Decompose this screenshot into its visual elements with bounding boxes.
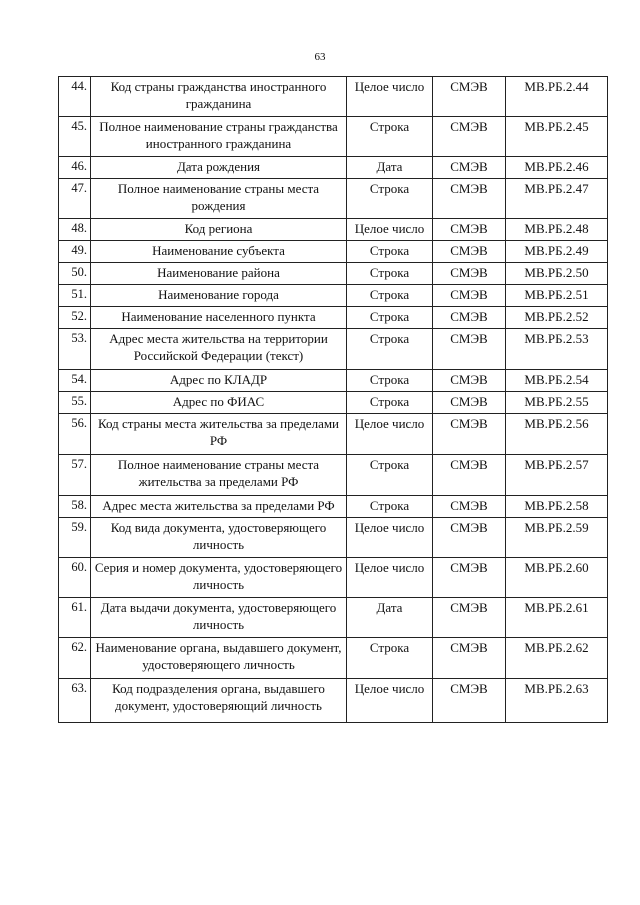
field-name-cell: Код страны гражданства иностранного гражданина xyxy=(91,77,347,117)
table-row xyxy=(59,518,608,558)
table-row xyxy=(59,263,608,285)
field-type-cell: Целое число xyxy=(347,77,433,117)
table-row xyxy=(59,558,608,598)
row-number-cell: 47. xyxy=(59,179,91,219)
field-name-cell: Адрес по КЛАДР xyxy=(91,370,347,392)
field-source-cell: СМЭВ xyxy=(433,638,506,679)
field-name-cell: Полное наименование страны места рождения xyxy=(91,179,347,219)
field-source-cell: СМЭВ xyxy=(433,370,506,392)
field-code-cell: МВ.РБ.2.53 xyxy=(506,329,608,370)
table-row xyxy=(59,219,608,241)
field-type-cell: Целое число xyxy=(347,679,433,723)
field-type-cell: Целое число xyxy=(347,414,433,455)
field-name-cell: Дата рождения xyxy=(91,157,347,179)
field-source-cell: СМЭВ xyxy=(433,558,506,598)
field-source-cell: СМЭВ xyxy=(433,219,506,241)
field-source-cell: СМЭВ xyxy=(433,307,506,329)
field-type-cell: Строка xyxy=(347,496,433,518)
table-row xyxy=(59,179,608,219)
field-type-cell: Строка xyxy=(347,263,433,285)
field-code-cell: МВ.РБ.2.58 xyxy=(506,496,608,518)
field-type-cell: Строка xyxy=(347,307,433,329)
field-type-cell: Строка xyxy=(347,370,433,392)
field-source-cell: СМЭВ xyxy=(433,241,506,263)
field-source-cell: СМЭВ xyxy=(433,679,506,723)
field-type-cell: Целое число xyxy=(347,219,433,241)
field-code-cell: МВ.РБ.2.47 xyxy=(506,179,608,219)
field-name-cell: Наименование субъекта xyxy=(91,241,347,263)
field-code-cell: МВ.РБ.2.52 xyxy=(506,307,608,329)
field-name-cell: Код подразделения органа, выдавшего документ, удостоверяющий личность xyxy=(91,679,347,723)
field-source-cell: СМЭВ xyxy=(433,157,506,179)
field-source-cell: СМЭВ xyxy=(433,179,506,219)
row-number-cell: 58. xyxy=(59,496,91,518)
field-code-cell: МВ.РБ.2.57 xyxy=(506,455,608,496)
row-number-cell: 48. xyxy=(59,219,91,241)
table-row xyxy=(59,679,608,723)
field-name-cell: Наименование города xyxy=(91,285,347,307)
field-source-cell: СМЭВ xyxy=(433,598,506,638)
field-name-cell: Наименование района xyxy=(91,263,347,285)
field-code-cell: МВ.РБ.2.61 xyxy=(506,598,608,638)
field-code-cell: МВ.РБ.2.49 xyxy=(506,241,608,263)
field-code-cell: МВ.РБ.2.60 xyxy=(506,558,608,598)
field-code-cell: МВ.РБ.2.45 xyxy=(506,117,608,157)
page-number: 63 xyxy=(314,51,326,63)
field-name-cell: Адрес места жительства за пределами РФ xyxy=(91,496,347,518)
field-type-cell: Строка xyxy=(347,179,433,219)
data-table xyxy=(58,76,608,723)
table-row xyxy=(59,638,608,679)
row-number-cell: 59. xyxy=(59,518,91,558)
row-number-cell: 60. xyxy=(59,558,91,598)
table-row xyxy=(59,157,608,179)
field-code-cell: МВ.РБ.2.59 xyxy=(506,518,608,558)
field-name-cell: Полное наименование страны гражданства иностранного гражданина xyxy=(91,117,347,157)
field-source-cell: СМЭВ xyxy=(433,263,506,285)
field-type-cell: Строка xyxy=(347,241,433,263)
field-type-cell: Строка xyxy=(347,329,433,370)
row-number-cell: 57. xyxy=(59,455,91,496)
field-type-cell: Дата xyxy=(347,157,433,179)
table-row xyxy=(59,285,608,307)
field-name-cell: Полное наименование страны места жительства за пределами РФ xyxy=(91,455,347,496)
row-number-cell: 49. xyxy=(59,241,91,263)
field-type-cell: Строка xyxy=(347,392,433,414)
field-name-cell: Наименование органа, выдавшего документ, удостоверяющего личность xyxy=(91,638,347,679)
field-source-cell: СМЭВ xyxy=(433,117,506,157)
row-number-cell: 51. xyxy=(59,285,91,307)
field-code-cell: МВ.РБ.2.51 xyxy=(506,285,608,307)
field-source-cell: СМЭВ xyxy=(433,285,506,307)
field-source-cell: СМЭВ xyxy=(433,455,506,496)
row-number-cell: 44. xyxy=(59,77,91,117)
field-source-cell: СМЭВ xyxy=(433,414,506,455)
table-row xyxy=(59,496,608,518)
field-source-cell: СМЭВ xyxy=(433,496,506,518)
table-row xyxy=(59,370,608,392)
field-type-cell: Строка xyxy=(347,285,433,307)
row-number-cell: 55. xyxy=(59,392,91,414)
row-number-cell: 50. xyxy=(59,263,91,285)
table-body xyxy=(59,77,608,723)
field-name-cell: Дата выдачи документа, удостоверяющего личность xyxy=(91,598,347,638)
field-type-cell: Целое число xyxy=(347,558,433,598)
field-code-cell: МВ.РБ.2.55 xyxy=(506,392,608,414)
table-row xyxy=(59,77,608,117)
field-type-cell: Целое число xyxy=(347,518,433,558)
field-code-cell: МВ.РБ.2.63 xyxy=(506,679,608,723)
field-type-cell: Строка xyxy=(347,117,433,157)
field-name-cell: Адрес по ФИАС xyxy=(91,392,347,414)
field-code-cell: МВ.РБ.2.50 xyxy=(506,263,608,285)
field-code-cell: МВ.РБ.2.56 xyxy=(506,414,608,455)
field-name-cell: Серия и номер документа, удостоверяющего личность xyxy=(91,558,347,598)
table-row xyxy=(59,307,608,329)
field-type-cell: Дата xyxy=(347,598,433,638)
field-source-cell: СМЭВ xyxy=(433,329,506,370)
field-code-cell: МВ.РБ.2.44 xyxy=(506,77,608,117)
field-type-cell: Строка xyxy=(347,455,433,496)
row-number-cell: 62. xyxy=(59,638,91,679)
table-row xyxy=(59,414,608,455)
field-code-cell: МВ.РБ.2.54 xyxy=(506,370,608,392)
table-row xyxy=(59,241,608,263)
field-name-cell: Код региона xyxy=(91,219,347,241)
row-number-cell: 53. xyxy=(59,329,91,370)
row-number-cell: 52. xyxy=(59,307,91,329)
row-number-cell: 61. xyxy=(59,598,91,638)
field-name-cell: Наименование населенного пункта xyxy=(91,307,347,329)
field-source-cell: СМЭВ xyxy=(433,392,506,414)
table-row xyxy=(59,598,608,638)
table-row xyxy=(59,329,608,370)
row-number-cell: 56. xyxy=(59,414,91,455)
table-row xyxy=(59,392,608,414)
field-code-cell: МВ.РБ.2.46 xyxy=(506,157,608,179)
field-source-cell: СМЭВ xyxy=(433,518,506,558)
table-row xyxy=(59,455,608,496)
field-name-cell: Адрес места жительства на территории Российской Федерации (текст) xyxy=(91,329,347,370)
row-number-cell: 54. xyxy=(59,370,91,392)
field-code-cell: МВ.РБ.2.48 xyxy=(506,219,608,241)
table-row xyxy=(59,117,608,157)
field-source-cell: СМЭВ xyxy=(433,77,506,117)
row-number-cell: 63. xyxy=(59,679,91,723)
field-name-cell: Код вида документа, удостоверяющего личность xyxy=(91,518,347,558)
field-type-cell: Строка xyxy=(347,638,433,679)
row-number-cell: 45. xyxy=(59,117,91,157)
field-name-cell: Код страны места жительства за пределами РФ xyxy=(91,414,347,455)
field-code-cell: МВ.РБ.2.62 xyxy=(506,638,608,679)
row-number-cell: 46. xyxy=(59,157,91,179)
